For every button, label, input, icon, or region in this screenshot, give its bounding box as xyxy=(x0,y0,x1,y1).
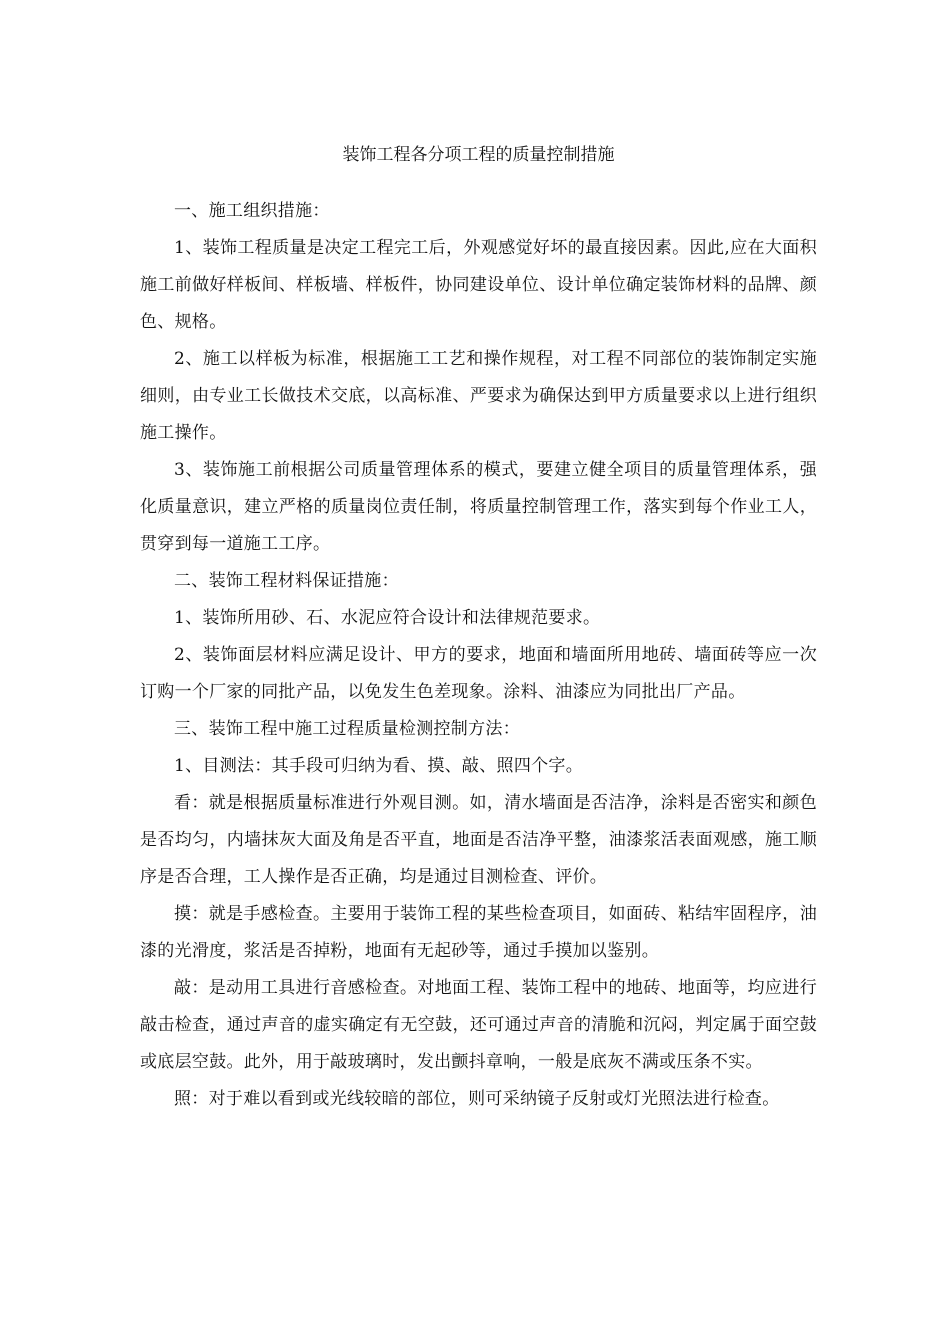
paragraph-surface-materials: 2、装饰面层材料应满足设计、甲方的要求，地面和墙面所用地砖、墙面砖等应一次订购一个厂家的同批产品，以免发生色差现象。涂料、油漆应为同批出厂产品。 xyxy=(140,645,817,702)
paragraph-look: 看：就是根据质量标准进行外观目测。如，清水墙面是否洁净，涂料是否密实和颜色是否均匀，内墙抹灰大面及角是否平直，地面是否洁净平整，油漆浆活表面观感，施工顺序是否合理，工人操作是否正确，均是通过目测检查、评价。 xyxy=(140,793,817,887)
section-heading-materials: 二、装饰工程材料保证措施： xyxy=(174,571,399,591)
document-title: 装饰工程各分项工程的质量控制措施 xyxy=(342,145,615,165)
paragraph-sample-standard: 2、施工以样板为标准，根据施工工艺和操作规程，对工程不同部位的装饰制定实施细则，由专业工长做技术交底，以高标准、严要求为确保达到甲方质量要求以上进行组织施工操作。 xyxy=(140,349,817,443)
paragraph-quality-system: 3、装饰施工前根据公司质量管理体系的模式，要建立健全项目的质量管理体系，强化质量意识，建立严格的质量岗位责任制，将质量控制管理工作，落实到每个作业工人，贯穿到每一道施工工序。 xyxy=(140,460,817,554)
document-body xyxy=(140,193,817,1118)
paragraph-sand-stone-cement: 1、装饰所用砂、石、水泥应符合设计和法律规范要求。 xyxy=(174,608,601,628)
paragraph-illuminate: 照：对于难以看到或光线较暗的部位，则可采纳镜子反射或灯光照法进行检查。 xyxy=(174,1089,780,1109)
paragraph-visual-method: 1、目测法：其手段可归纳为看、摸、敲、照四个字。 xyxy=(174,756,584,776)
section-heading-inspection: 三、装饰工程中施工过程质量检测控制方法： xyxy=(174,719,520,739)
paragraph-touch: 摸：就是手感检查。主要用于装饰工程的某些检查项目，如面砖、粘结牢固程序，油漆的光滑度，浆活是否掉粉，地面有无起砂等，通过手摸加以鉴别。 xyxy=(140,904,817,961)
section-heading-organization: 一、施工组织措施： xyxy=(174,201,330,221)
paragraph-knock: 敲：是动用工具进行音感检查。对地面工程、装饰工程中的地砖、地面等，均应进行敲击检查，通过声音的虚实确定有无空鼓，还可通过声音的清脆和沉闷，判定属于面空鼓或底层空鼓。此外，用于敲玻璃时，发出颤抖章响，一般是底灰不满或压条不实。 xyxy=(140,978,817,1072)
paragraph-sample-room: 1、装饰工程质量是决定工程完工后，外观感觉好坏的最直接因素。因此,应在大面积施工前做好样板间、样板墙、样板件，协同建设单位、设计单位确定装饰材料的品牌、颜色、规格。 xyxy=(140,238,817,332)
